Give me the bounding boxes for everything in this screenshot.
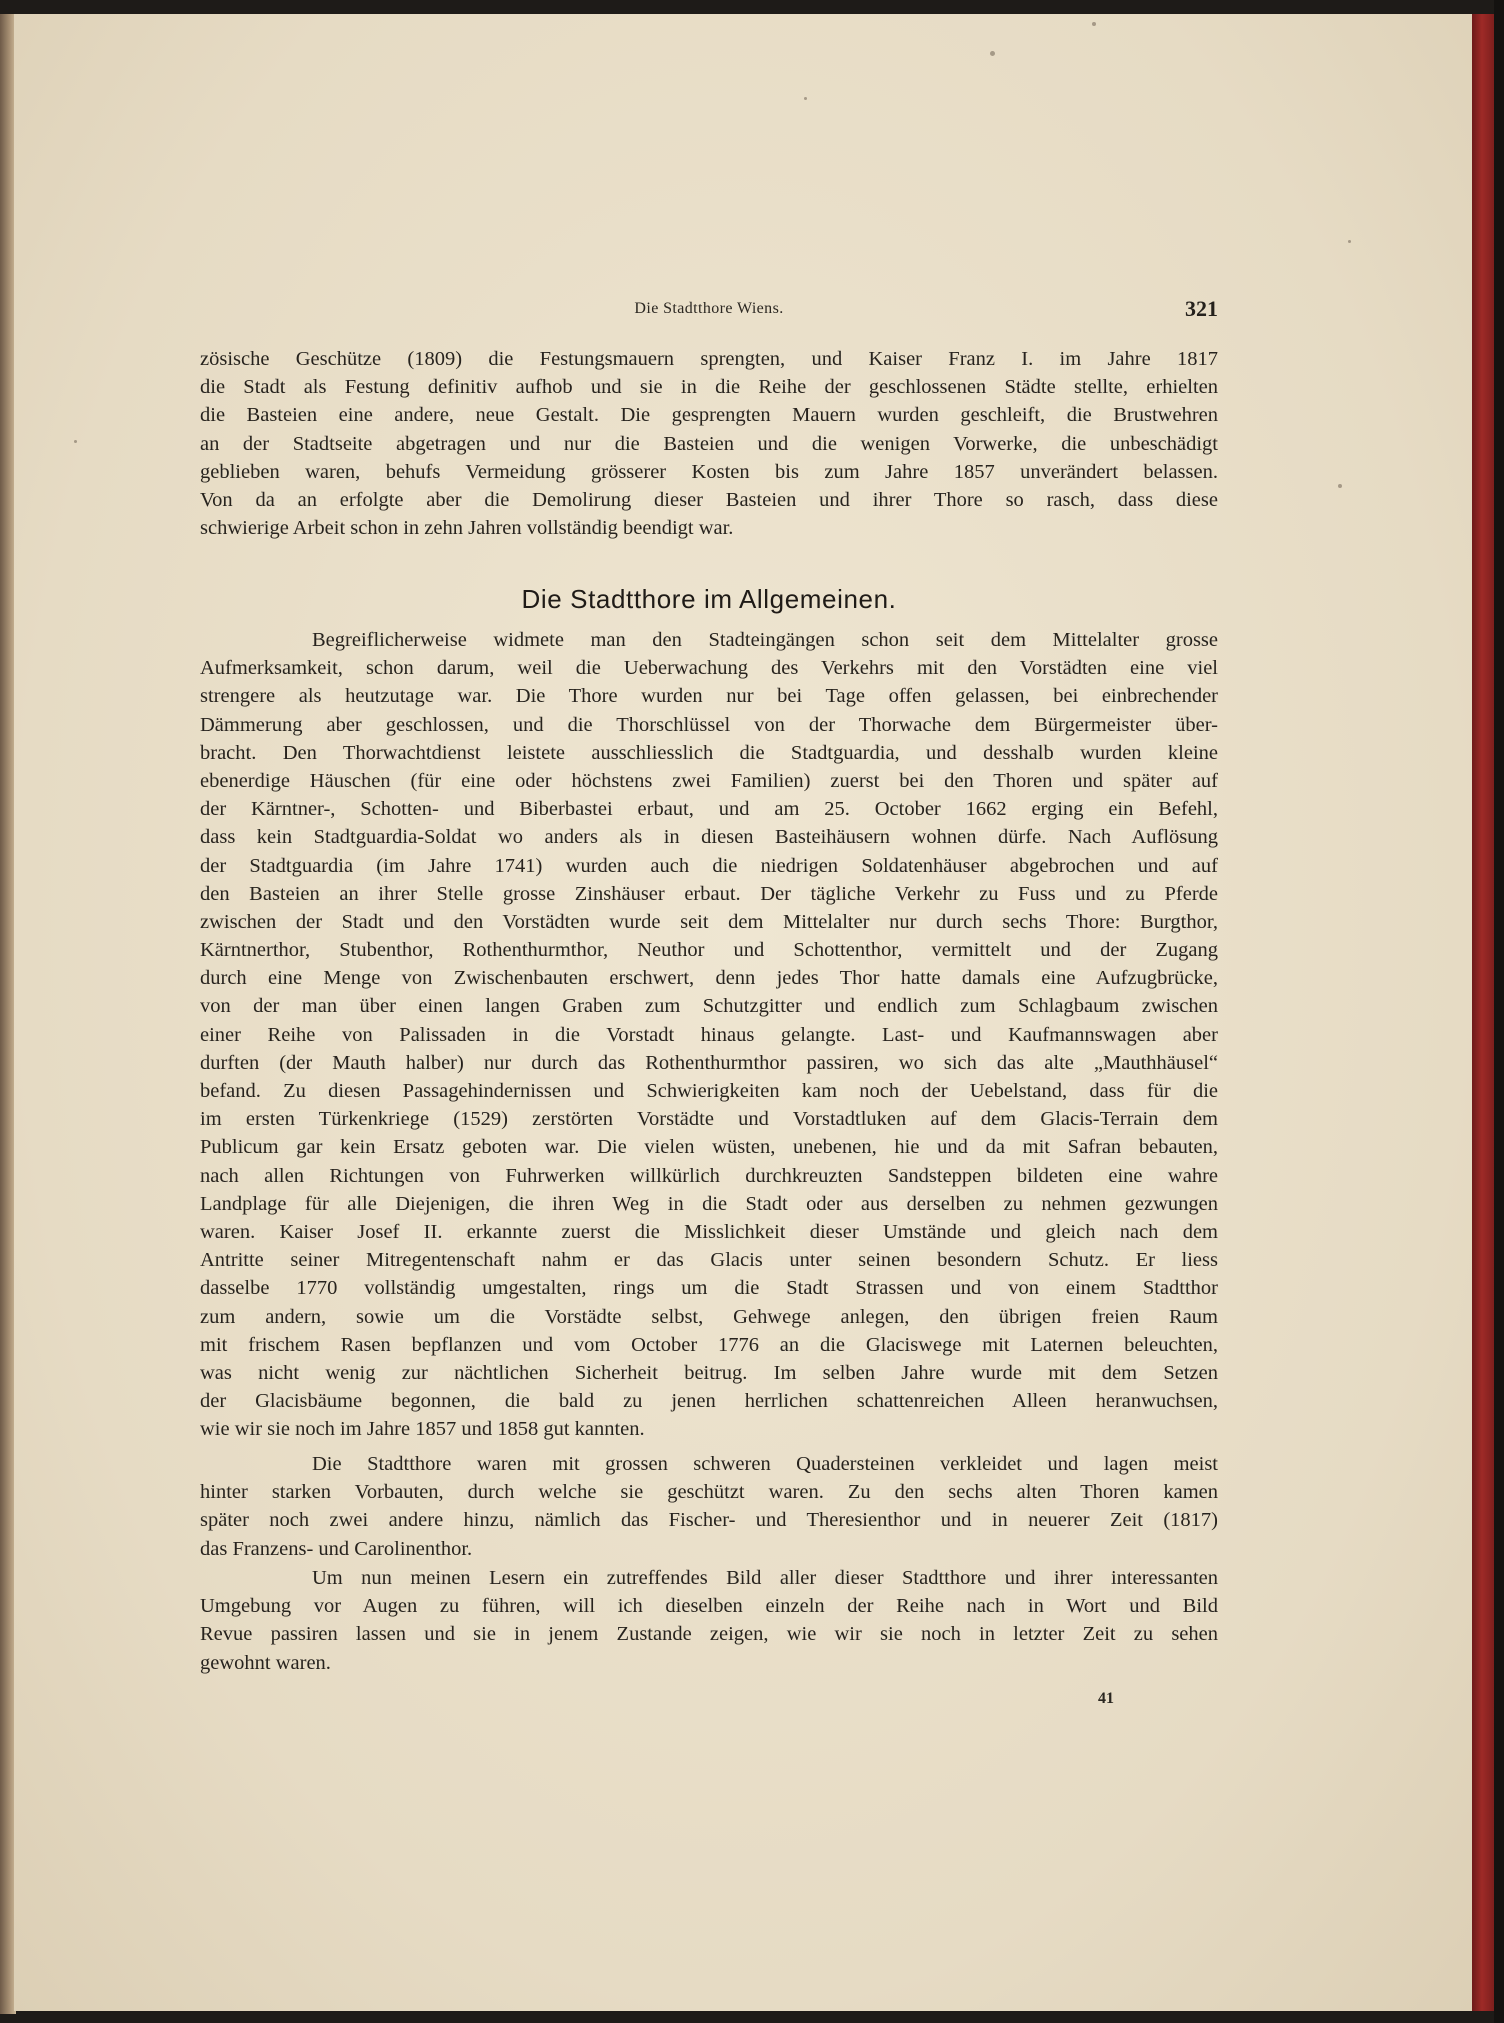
text-line: Umgebung vor Augen zu führen, will ich dieselben einzeln der Reihe nach in Wort und Bild: [200, 1595, 1218, 1618]
text-line: Revue passiren lassen und sie in jenem Zustande zeigen, wie wir sie noch in letzter Zeit zu sehen: [200, 1623, 1218, 1646]
text-line: die Stadt als Festung definitiv aufhob und sie in die Reihe der geschlossenen Städte stellte, erhielten: [200, 376, 1218, 399]
text-line: später noch zwei andere hinzu, nämlich das Fischer- und Theresienthor und in neuerer Zeit (1817): [200, 1509, 1218, 1532]
text-line: bracht. Den Thorwachtdienst leistete ausschliesslich die Stadtguardia, und desshalb wurden kleine: [200, 741, 1218, 764]
text-line: der Stadtguardia (im Jahre 1741) wurden auch die niedrigen Soldatenhäuser abgebrochen und auf: [200, 854, 1218, 877]
signature-mark: 41: [1098, 1690, 1114, 1707]
text-line: von der man über einen langen Graben zum Schutzgitter und endlich zum Schlagbaum zwischen: [200, 995, 1218, 1018]
text-line: durch eine Menge von Zwischenbauten erschwert, denn jedes Thor hatte damals eine Aufzugbrücke,: [200, 967, 1218, 990]
text-line: was nicht wenig zur nächtlichen Sicherheit beitrug. Im selben Jahre wurde mit dem Setzen: [200, 1361, 1218, 1384]
text-line: Dämmerung aber geschlossen, und die Thorschlüssel von der Thorwache dem Bürgermeister über-: [200, 713, 1218, 736]
text-line: einer Reihe von Palissaden in die Vorstadt hinaus gelangte. Last- und Kaufmannswagen aber: [200, 1023, 1218, 1046]
text-line: Die Stadtthore waren mit grossen schweren Quadersteinen verkleidet und lagen meist: [312, 1453, 1218, 1475]
text-line: waren. Kaiser Josef II. erkannte zuerst die Misslichkeit dieser Umstände und gleich nach dem: [200, 1220, 1218, 1243]
text-line: Landplage für alle Diejenigen, die ihren Weg in die Stadt oder aus derselben zu nehmen gezwungen: [200, 1192, 1218, 1215]
text-line: Antritte seiner Mitregentenschaft nahm er das Glacis unter seinen besondern Schutz. Er liess: [200, 1249, 1218, 1272]
paragraph-main: [200, 626, 1218, 1443]
page-number: 321: [1185, 296, 1218, 321]
paragraph-intro: [200, 345, 1218, 542]
text-line: Von da an erfolgte aber die Demolirung dieser Basteien und ihrer Thore so rasch, dass diese: [200, 488, 1218, 511]
binding-shadow: [1494, 0, 1504, 2023]
text-line: Aufmerksamkeit, schon darum, weil die Ueberwachung des Verkehrs mit den Vorstädten eine viel: [200, 657, 1218, 680]
text-line: an der Stadtseite abgetragen und nur die Basteien und die wenigen Vorwerke, die unbeschädigt: [200, 432, 1218, 455]
text-line: den Basteien an ihrer Stelle grosse Zinshäuser erbaut. Der tägliche Verkehr zu Fuss und zu Pferde: [200, 882, 1218, 905]
running-title: Die Stadtthore Wiens.: [634, 300, 784, 317]
red-binding-edge: [1472, 14, 1494, 2011]
text-line: im ersten Türkenkriege (1529) zerstörten Vorstädte und Vorstadtluken auf dem Glacis-Terrain dem: [200, 1108, 1218, 1131]
text-line: Publicum gar kein Ersatz geboten war. Die vielen wüsten, unebenen, hie und da mit Safran bebauten,: [200, 1136, 1218, 1159]
text-line: der Glacisbäume begonnen, die bald zu jenen herrlichen schattenreichen Alleen heranwuchsen,: [200, 1390, 1218, 1413]
text-line: Kärntnerthor, Stubenthor, Rothenthurmthor, Neuthor und Schottenthor, vermittelt und der Zugang: [200, 939, 1218, 962]
text-line: zum andern, sowie um die Vorstädte selbst, Gehwege anlegen, den übrigen freien Raum: [200, 1305, 1218, 1328]
paragraph-gates: [200, 1450, 1218, 1563]
text-line: nach allen Richtungen von Fuhrwerken willkürlich durchkreuzten Sandsteppen bildeten eine wahre: [200, 1164, 1218, 1187]
text-line: wie wir sie noch im Jahre 1857 und 1858 gut kannten.: [200, 1418, 645, 1441]
paragraph-closing: [200, 1564, 1218, 1677]
running-head: [200, 296, 1218, 328]
text-line: befand. Zu diesen Passagehindernissen und Schwierigkeiten kam noch der Uebelstand, dass für die: [200, 1080, 1218, 1102]
text-line: schwierige Arbeit schon in zehn Jahren vollständig beendigt war.: [200, 517, 734, 540]
text-line: das Franzens- und Carolinenthor.: [200, 1537, 473, 1560]
text-line: hinter starken Vorbauten, durch welche sie geschützt waren. Zu den sechs alten Thoren kamen: [200, 1481, 1218, 1504]
text-line: geblieben waren, behufs Vermeidung grösserer Kosten bis zum Jahre 1857 unverändert belassen.: [200, 460, 1218, 483]
text-line: Begreiflicherweise widmete man den Stadteingängen schon seit dem Mittelalter grosse: [312, 629, 1218, 651]
section-heading: Die Stadtthore im Allgemeinen.: [521, 584, 897, 614]
text-line: der Kärntner-, Schotten- und Biberbastei erbaut, und am 25. October 1662 erging ein Befehl,: [200, 798, 1218, 821]
text-line: dass kein Stadtguardia-Soldat wo anders als in diesen Basteihäusern wohnen dürfe. Nach Auflösung: [200, 826, 1218, 849]
paper-speck: [1338, 484, 1342, 488]
text-line: strengere als heutzutage war. Die Thore wurden nur bei Tage offen gelassen, bei einbrechender: [200, 685, 1218, 708]
paper-speck: [804, 97, 807, 100]
text-line: zösische Geschütze (1809) die Festungsmauern sprengten, und Kaiser Franz I. im Jahre 1817: [200, 348, 1218, 370]
text-line: durften (der Mauth halber) nur durch das Rothenthurmthor passiren, wo sich das alte „Mauthhäusel“: [200, 1051, 1218, 1074]
text-line: Um nun meinen Lesern ein zutreffendes Bild aller dieser Stadtthore und ihrer interessanten: [312, 1567, 1218, 1589]
text-line: ebenerdige Häuschen (für eine oder höchstens zwei Familien) zuerst bei den Thoren und später auf: [200, 769, 1218, 792]
text-line: mit frischem Rasen bepflanzen und vom October 1776 an die Glaciswege mit Laternen beleuchten,: [200, 1333, 1218, 1356]
text-line: dasselbe 1770 vollständig umgestalten, rings um die Stadt Strassen und von einem Stadtthor: [200, 1277, 1218, 1300]
paper-speck: [74, 440, 77, 443]
text-line: gewohnt waren.: [200, 1651, 331, 1674]
paper-speck: [1348, 240, 1351, 243]
paper-speck: [990, 51, 995, 56]
text-line: die Basteien eine andere, neue Gestalt. Die gesprengten Mauern wurden geschleift, die Brustwehren: [200, 404, 1218, 427]
paper-speck: [1092, 22, 1096, 26]
text-line: zwischen der Stadt und den Vorstädten wurde seit dem Mittelalter nur durch sechs Thore: Burgthor,: [200, 910, 1218, 933]
